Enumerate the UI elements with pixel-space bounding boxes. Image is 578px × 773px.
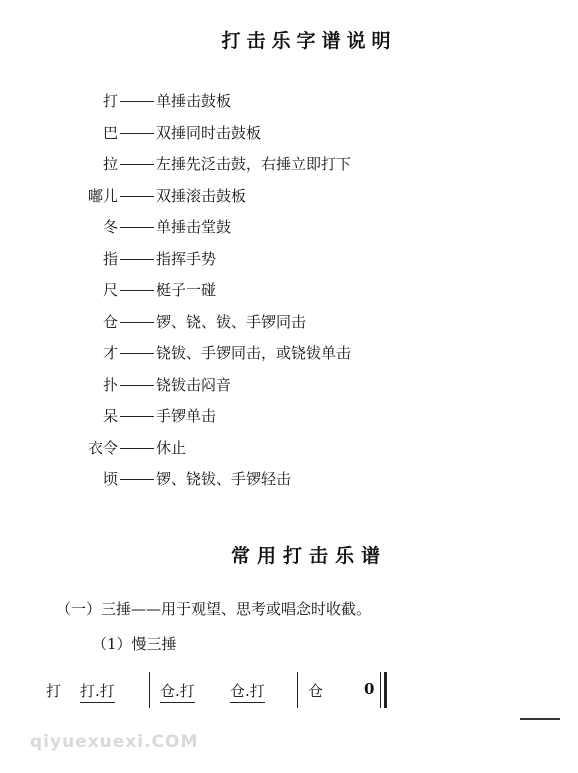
- final-barline: [384, 672, 387, 708]
- notation-legend: [82, 86, 522, 496]
- dash-separator: [120, 227, 154, 228]
- legend-desc: 左捶先泛击鼓，右捶立即打下: [156, 155, 352, 173]
- legend-desc: 梃子一碰: [156, 281, 217, 299]
- legend-item: [82, 181, 522, 213]
- legend-desc: 双捶同时击鼓板: [156, 123, 262, 142]
- legend-term: 才: [102, 344, 118, 362]
- dash-separator: [120, 133, 154, 134]
- legend-item: [82, 464, 522, 496]
- legend-item: [82, 149, 522, 181]
- score-note: 仓: [308, 682, 324, 700]
- dash-separator: ——: [131, 600, 162, 618]
- legend-item: [82, 370, 522, 402]
- section-name: 三捶: [101, 600, 132, 618]
- legend-desc: 休止: [156, 438, 187, 457]
- score-note: 打.打: [80, 680, 115, 703]
- legend-term: 冬: [102, 218, 118, 236]
- legend-item: [82, 275, 522, 307]
- legend-desc: 单捶击鼓板: [156, 92, 232, 110]
- barline: [297, 672, 298, 708]
- percussion-score: [46, 672, 406, 708]
- legend-desc: 锣、铙、钹、手锣同击: [156, 312, 307, 331]
- section-number: （一）: [56, 600, 102, 618]
- dash-separator: [120, 101, 154, 102]
- legend-item: [82, 307, 522, 339]
- dash-separator: [120, 353, 154, 354]
- dash-separator: [120, 290, 154, 291]
- dash-separator: [120, 322, 154, 323]
- legend-item: [82, 244, 522, 276]
- barline: [380, 672, 381, 708]
- legend-term: 打: [102, 92, 118, 110]
- legend-term: 呆: [102, 407, 118, 425]
- section-desc: 用于观望、思考或唱念时收截。: [161, 600, 372, 618]
- legend-item: [82, 86, 522, 118]
- dash-separator: [120, 448, 154, 449]
- dash-separator: [120, 479, 154, 480]
- legend-desc: 指挥手势: [156, 249, 217, 268]
- dash-separator: [120, 164, 154, 165]
- score-rest: 0: [364, 680, 375, 698]
- dash-separator: [120, 196, 154, 197]
- legend-item: [82, 338, 522, 370]
- score-note: 仓.打: [160, 680, 195, 703]
- subsection-heading: （1）慢三捶: [92, 635, 177, 653]
- legend-desc: 铙钹击闷音: [156, 375, 232, 394]
- dash-separator: [120, 385, 154, 386]
- page-number-fragment: [520, 718, 560, 726]
- legend-term: 指: [102, 249, 118, 268]
- section-heading: 常用打击乐谱: [230, 545, 387, 567]
- legend-term: 扑: [102, 375, 118, 394]
- legend-term: 嘟儿: [87, 186, 118, 205]
- legend-desc: 手锣单击: [156, 407, 217, 425]
- dash-separator: [120, 259, 154, 260]
- legend-term: 拉: [102, 155, 118, 173]
- legend-desc: 双捶滚击鼓板: [156, 186, 247, 205]
- site-watermark: qiyuexuexi.COM: [30, 732, 199, 752]
- legend-item: [82, 433, 522, 465]
- barline: [149, 672, 150, 708]
- score-note: 仓.打: [230, 680, 265, 703]
- legend-desc: 锣、铙钹、手锣轻击: [156, 470, 292, 488]
- legend-item: [82, 401, 522, 433]
- legend-desc: 铙钹、手锣同击，或铙钹单击: [156, 344, 352, 362]
- legend-item: [82, 212, 522, 244]
- legend-term: 仓: [102, 312, 118, 331]
- section-line: [56, 598, 371, 619]
- dash-separator: [120, 416, 154, 417]
- score-note: 打: [46, 682, 62, 700]
- legend-term: 巴: [102, 123, 118, 142]
- page-title: 打击乐字谱说明: [221, 30, 397, 52]
- legend-term: 尺: [102, 281, 118, 299]
- legend-item: [82, 118, 522, 150]
- legend-term: 衣令: [87, 438, 118, 457]
- legend-term: 顷: [102, 470, 118, 488]
- legend-desc: 单捶击堂鼓: [156, 218, 232, 236]
